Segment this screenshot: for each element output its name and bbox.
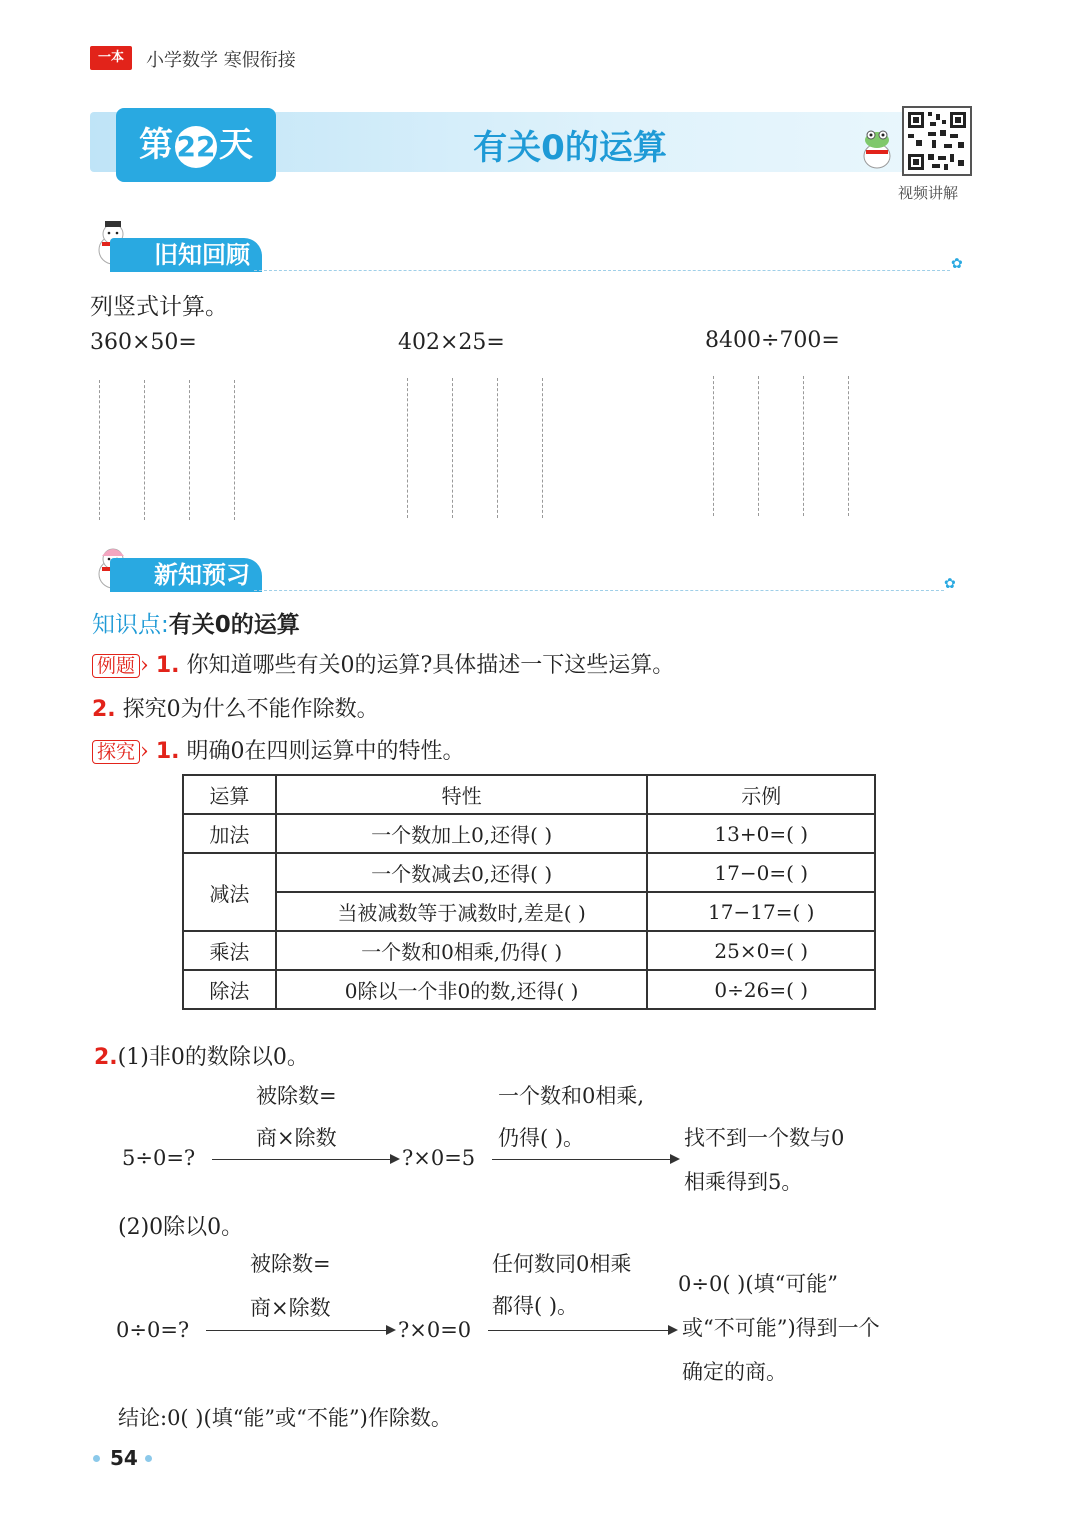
explore-1-number: 1. [155,739,180,764]
zero-properties-table [182,774,876,1010]
flow-a-fact-2[interactable]: 仍得( )。 [498,1126,585,1150]
table-header: 特性 [276,775,648,814]
operation-cell: 乘法 [183,931,276,970]
work-column-line [452,378,453,518]
review-problem-2: 402×25= [398,330,505,355]
conclusion[interactable]: 结论:0( )(填“能”或“不能”)作除数。 [118,1406,452,1430]
review-problem-1: 360×50= [90,330,197,355]
section-divider [254,590,944,591]
table-row [183,931,875,970]
part2-a-title [94,1040,309,1071]
flow-a-end-1: 找不到一个数与0 [684,1126,845,1150]
part2-number: 2. [94,1045,118,1070]
example-2 [92,692,379,723]
property-cell[interactable]: 当被减数等于减数时,差是( ) [276,892,648,931]
book-title: 小学数学 寒假衔接 [146,50,296,71]
operation-cell: 加法 [183,814,276,853]
property-cell[interactable]: 一个数减去0,还得( ) [276,853,648,892]
property-cell[interactable]: 一个数和0相乘,仍得( ) [276,931,648,970]
example-cell[interactable]: 13+0=( ) [647,814,875,853]
example-cell[interactable]: 17−17=( ) [647,892,875,931]
work-column-line [758,376,759,516]
operation-cell: 减法 [183,853,276,931]
flow-b-start: 0÷0=? [116,1318,190,1342]
work-column-line [189,380,190,520]
flow-a-rule-2: 商×除数 [256,1126,337,1150]
table-row [183,853,875,892]
flow-b-rule-1: 被除数= [250,1252,331,1276]
lesson-title: 有关0的运算 [473,128,667,168]
section-tag-preview: 新知预习 [110,558,262,592]
explore-1-text: 明确0在四则运算中的特性。 [186,739,465,764]
qr-code-icon[interactable] [902,106,972,176]
page-number: 54 [110,1446,138,1470]
example-cell[interactable]: 0÷26=( ) [647,970,875,1009]
table-row [183,892,875,931]
table-header-row [183,775,875,814]
flow-a-middle: ?×0=5 [402,1146,476,1170]
day-suffix: 天 [219,125,253,165]
example-cell[interactable]: 25×0=( ) [647,931,875,970]
example-2-number: 2. [92,697,116,722]
page-dot [93,1455,100,1462]
explore-badge: 探究 [92,740,140,764]
work-column-line [497,378,498,518]
table-row [183,814,875,853]
property-cell[interactable]: 0除以一个非0的数,还得( ) [276,970,648,1009]
flow-b-fact-1: 任何数同0相乘 [492,1252,632,1276]
flow-b-end-1[interactable]: 0÷0( )(填“可能” [678,1272,839,1296]
property-cell[interactable]: 一个数加上0,还得( ) [276,814,648,853]
work-column-line [144,380,145,520]
flow-arrow [492,1159,678,1160]
section-divider [254,270,950,271]
flow-a-start: 5÷0=? [122,1146,196,1170]
flow-a-end-2: 相乘得到5。 [684,1170,803,1194]
flow-a-fact-1: 一个数和0相乘, [498,1084,645,1108]
flow-b-rule-2: 商×除数 [250,1296,331,1320]
example-1-text: 你知道哪些有关0的运算?具体描述一下这些运算。 [186,653,675,678]
work-column-line [713,376,714,516]
review-problem-3: 8400÷700= [705,328,840,353]
knowledge-topic: 有关0的运算 [168,612,300,638]
knowledge-point [92,606,300,639]
review-instruction: 列竖式计算。 [90,294,228,320]
example-cell[interactable]: 17−0=( ) [647,853,875,892]
part2-a-title-text: (1)非0的数除以0。 [117,1045,309,1070]
example-1: 例题 › 1. 你知道哪些有关0的运算?具体描述一下这些运算。 [92,648,674,679]
work-column-line [234,380,235,520]
part2-b-title: (2)0除以0。 [118,1215,244,1240]
page-dot [145,1455,152,1462]
flow-arrow [488,1330,676,1331]
day-number: 22 [175,126,217,168]
flow-arrow [206,1330,394,1331]
flow-a-rule-1: 被除数= [256,1084,337,1108]
example-2-text: 探究0为什么不能作除数。 [122,697,379,722]
table-header: 运算 [183,775,276,814]
flow-arrow [212,1159,398,1160]
table-header: 示例 [647,775,875,814]
explore-1: 探究 › 1. 明确0在四则运算中的特性。 [92,734,465,765]
qr-label: 视频讲解 [898,184,959,202]
flow-b-fact-2[interactable]: 都得( )。 [492,1294,579,1318]
flow-b-middle: ?×0=0 [398,1318,472,1342]
snowflake-icon: ✿ [951,256,963,272]
snowflake-icon: ✿ [944,576,956,592]
knowledge-label: 知识点: [92,612,169,638]
flow-b-end-3: 确定的商。 [682,1360,787,1384]
example-badge: 例题 [92,654,140,678]
work-column-line [542,378,543,518]
example-1-number: 1. [155,653,180,678]
day-prefix: 第 [139,125,173,165]
brand-logo: 一本 [90,46,132,70]
day-tab [116,108,276,182]
flow-b-end-2: 或“不可能”)得到一个 [682,1316,880,1340]
section-tag-review: 旧知回顾 [110,238,262,272]
frog-mascot-icon [860,126,894,170]
operation-cell: 除法 [183,970,276,1009]
work-column-line [99,380,100,520]
work-column-line [803,376,804,516]
work-column-line [407,378,408,518]
work-column-line [848,376,849,516]
table-row [183,970,875,1009]
